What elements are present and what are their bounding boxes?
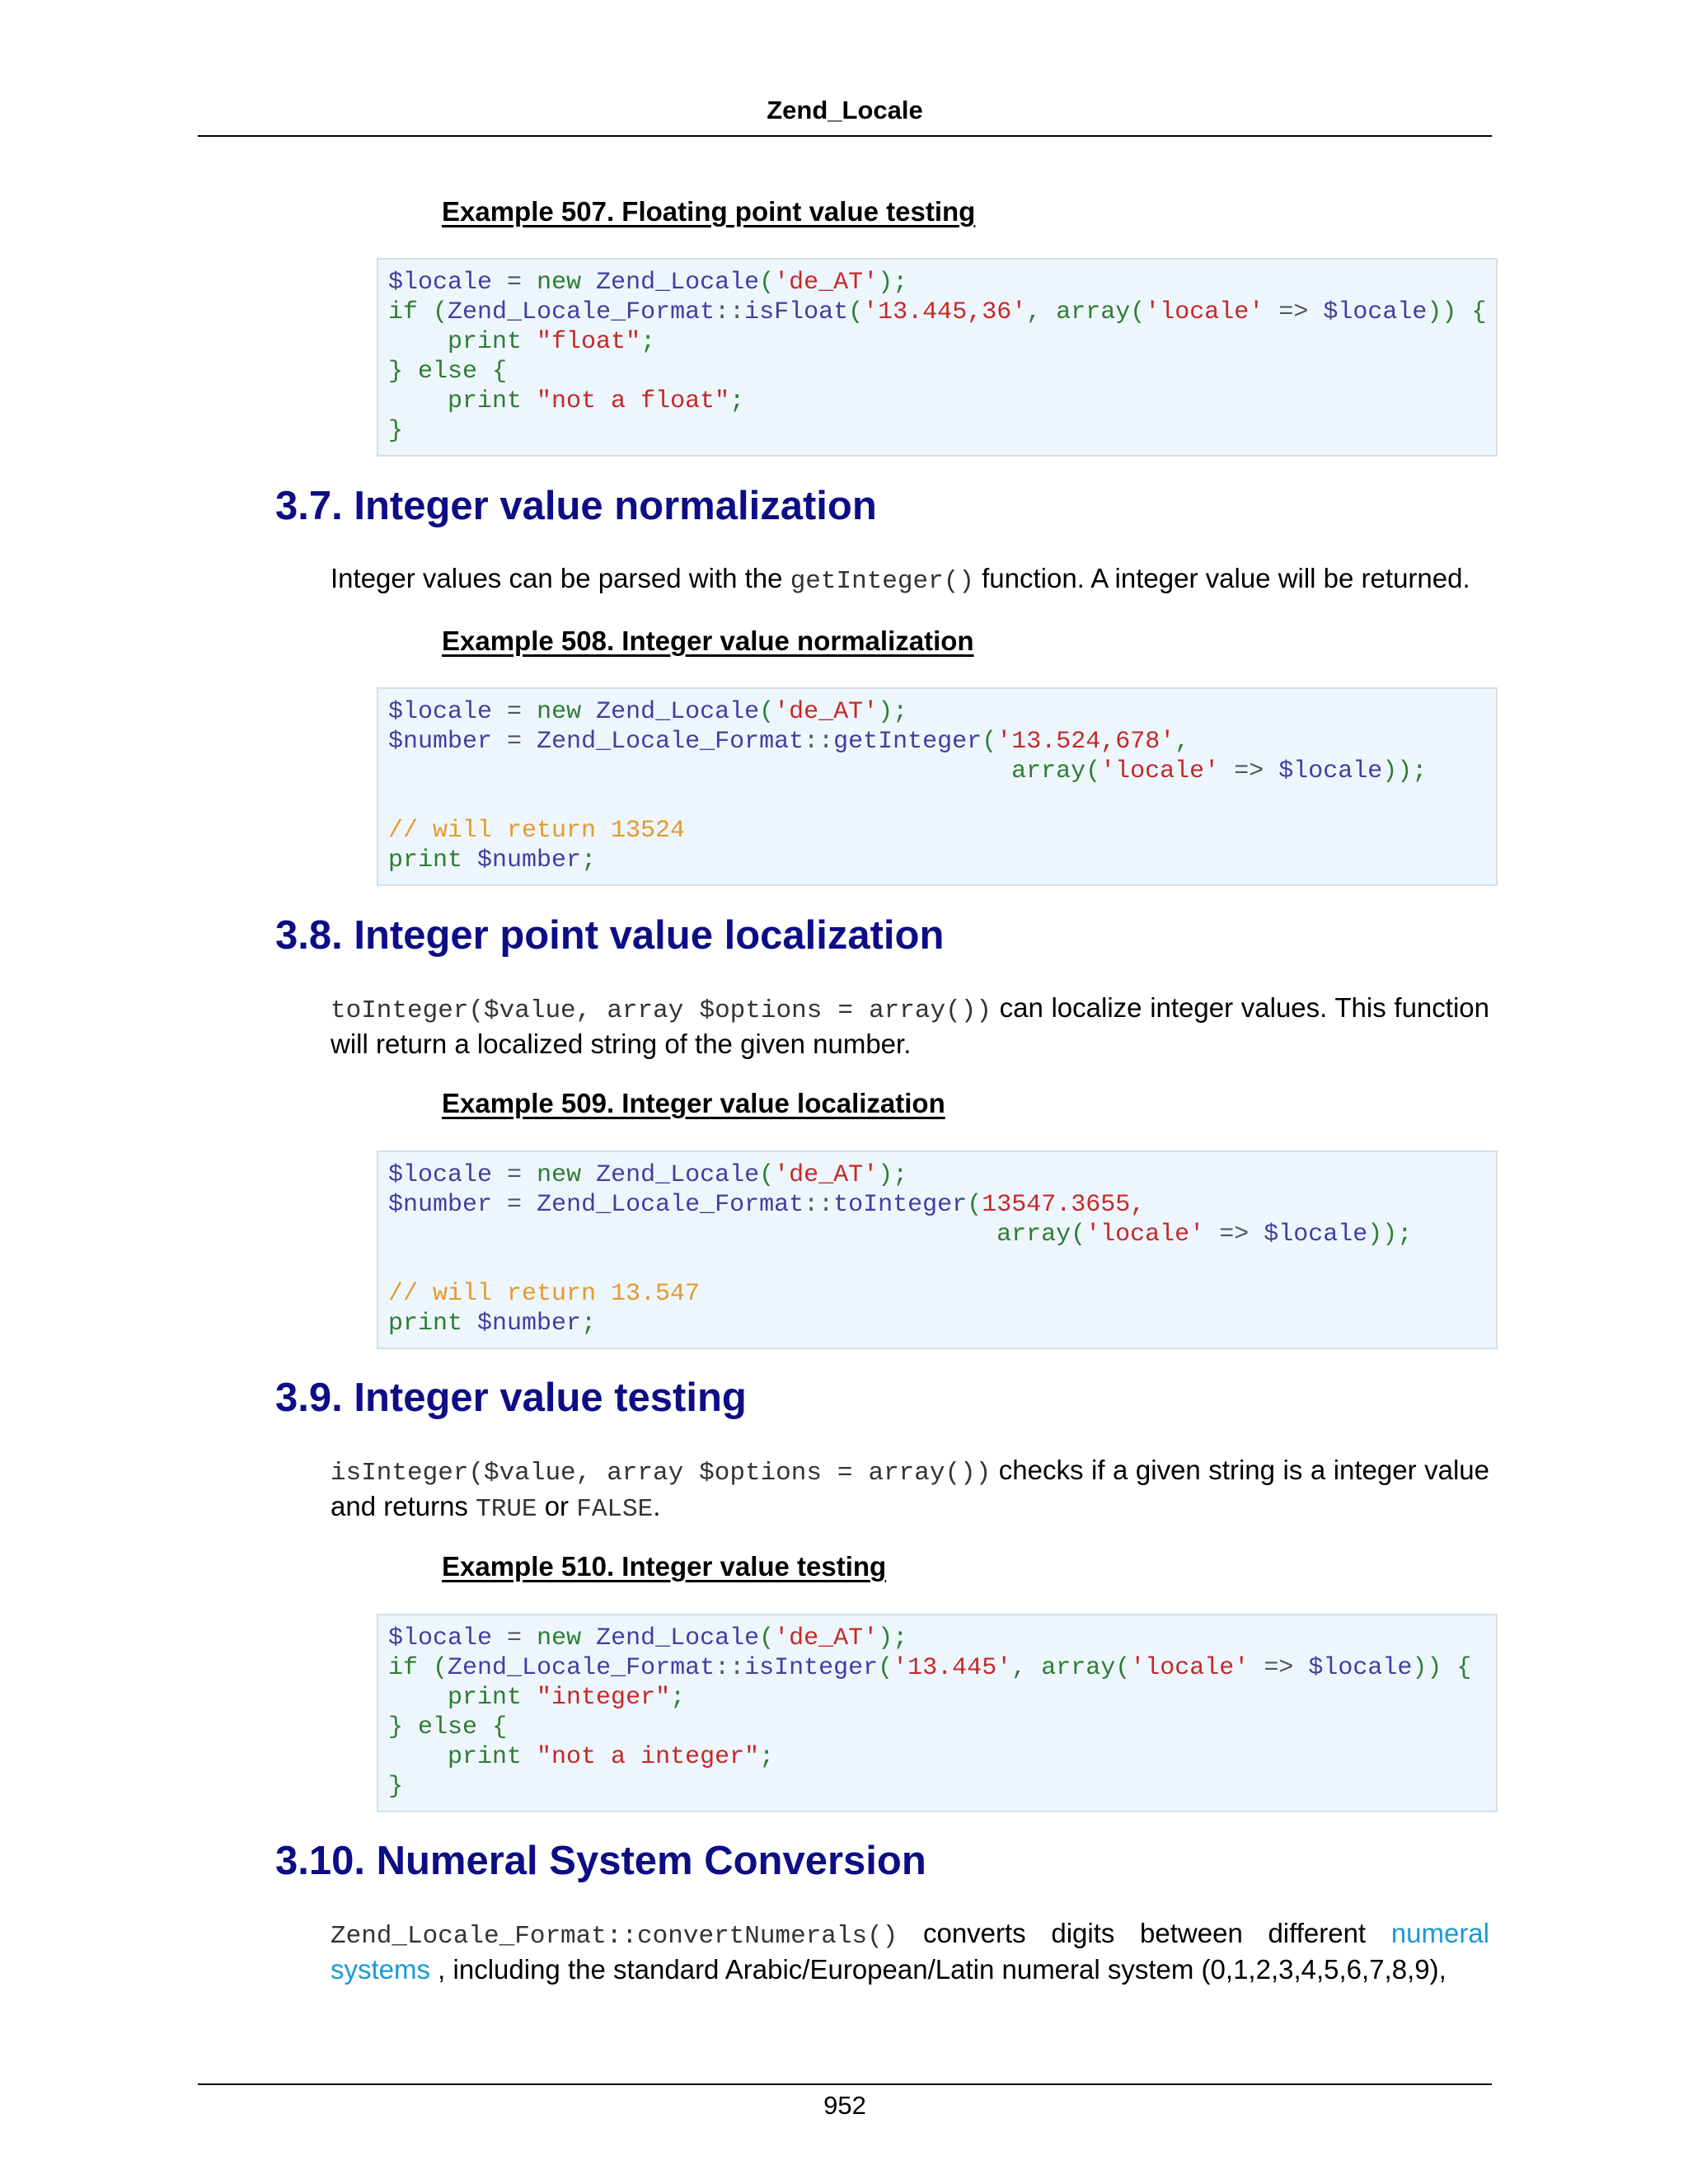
text: Integer values can be parsed with the — [331, 563, 790, 593]
paragraph-3-8 — [331, 991, 1489, 1061]
section-3-7-heading: 3.7. Integer value normalization — [275, 484, 877, 528]
page-number: 952 — [823, 2091, 866, 2120]
text: or — [537, 1491, 577, 1521]
paragraph-3-9 — [331, 1454, 1489, 1526]
section-3-9-heading: 3.9. Integer value testing — [275, 1376, 747, 1420]
inline-code: isInteger($value, array $options = array()) — [331, 1459, 992, 1488]
header-rule — [198, 135, 1492, 137]
text: , including the standard Arabic/European/Latin numeral system (0,1,2,3,4,5,6,7,8,9), — [430, 1954, 1447, 1985]
code-block-508: $locale = new Zend_Locale('de_AT'); $number = Zend_Locale_Format::getInteger('13.524,678', array('locale' => $locale)); // will return 13524 print $number; — [377, 687, 1498, 886]
example-507-title: Example 507. Floating point value testing — [442, 196, 976, 227]
text: can localize integer values. This function will return a localized string of the given number. — [331, 992, 1489, 1059]
example-508-title: Example 508. Integer value normalization — [442, 626, 974, 656]
text: . — [653, 1491, 661, 1521]
section-3-8-heading: 3.8. Integer point value localization — [275, 913, 945, 958]
text: checks if a given string is a integer value and returns — [331, 1455, 1489, 1521]
section-3-10-heading: 3.10. Numeral System Conversion — [275, 1839, 926, 1883]
inline-code-true: TRUE — [476, 1495, 537, 1524]
paragraph-3-7 — [331, 562, 1489, 598]
example-510-title: Example 510. Integer value testing — [442, 1551, 887, 1582]
numeral-systems-link[interactable]: numeral systems — [331, 1918, 1489, 1985]
text: converts digits between different — [898, 1918, 1391, 1948]
example-509-title: Example 509. Integer value localization — [442, 1088, 945, 1118]
inline-code: getInteger() — [790, 567, 974, 596]
code-block-507: $locale = new Zend_Locale('de_AT'); if (Zend_Locale_Format::isFloat('13.445,36', array('locale' => $locale)) { print "float"; } else { print "not a float"; } — [377, 258, 1498, 457]
paragraph-3-10 — [331, 1917, 1489, 1986]
code-block-510: $locale = new Zend_Locale('de_AT'); if (Zend_Locale_Format::isInteger('13.445', array('locale' => $locale)) { print "integer"; } else { print "not a integer"; } — [377, 1614, 1498, 1812]
inline-code: toInteger($value, array $options = array()) — [331, 996, 992, 1025]
inline-code-false: FALSE — [576, 1495, 654, 1524]
code-block-509: $locale = new Zend_Locale('de_AT'); $number = Zend_Locale_Format::toInteger(13547.3655, array('locale' => $locale)); // will return 13.547 print $number; — [377, 1151, 1498, 1349]
inline-code: Zend_Locale_Format::convertNumerals() — [331, 1922, 898, 1951]
running-header: Zend_Locale — [767, 96, 923, 124]
text: function. A integer value will be returned. — [973, 563, 1470, 593]
footer-rule — [198, 2083, 1492, 2085]
